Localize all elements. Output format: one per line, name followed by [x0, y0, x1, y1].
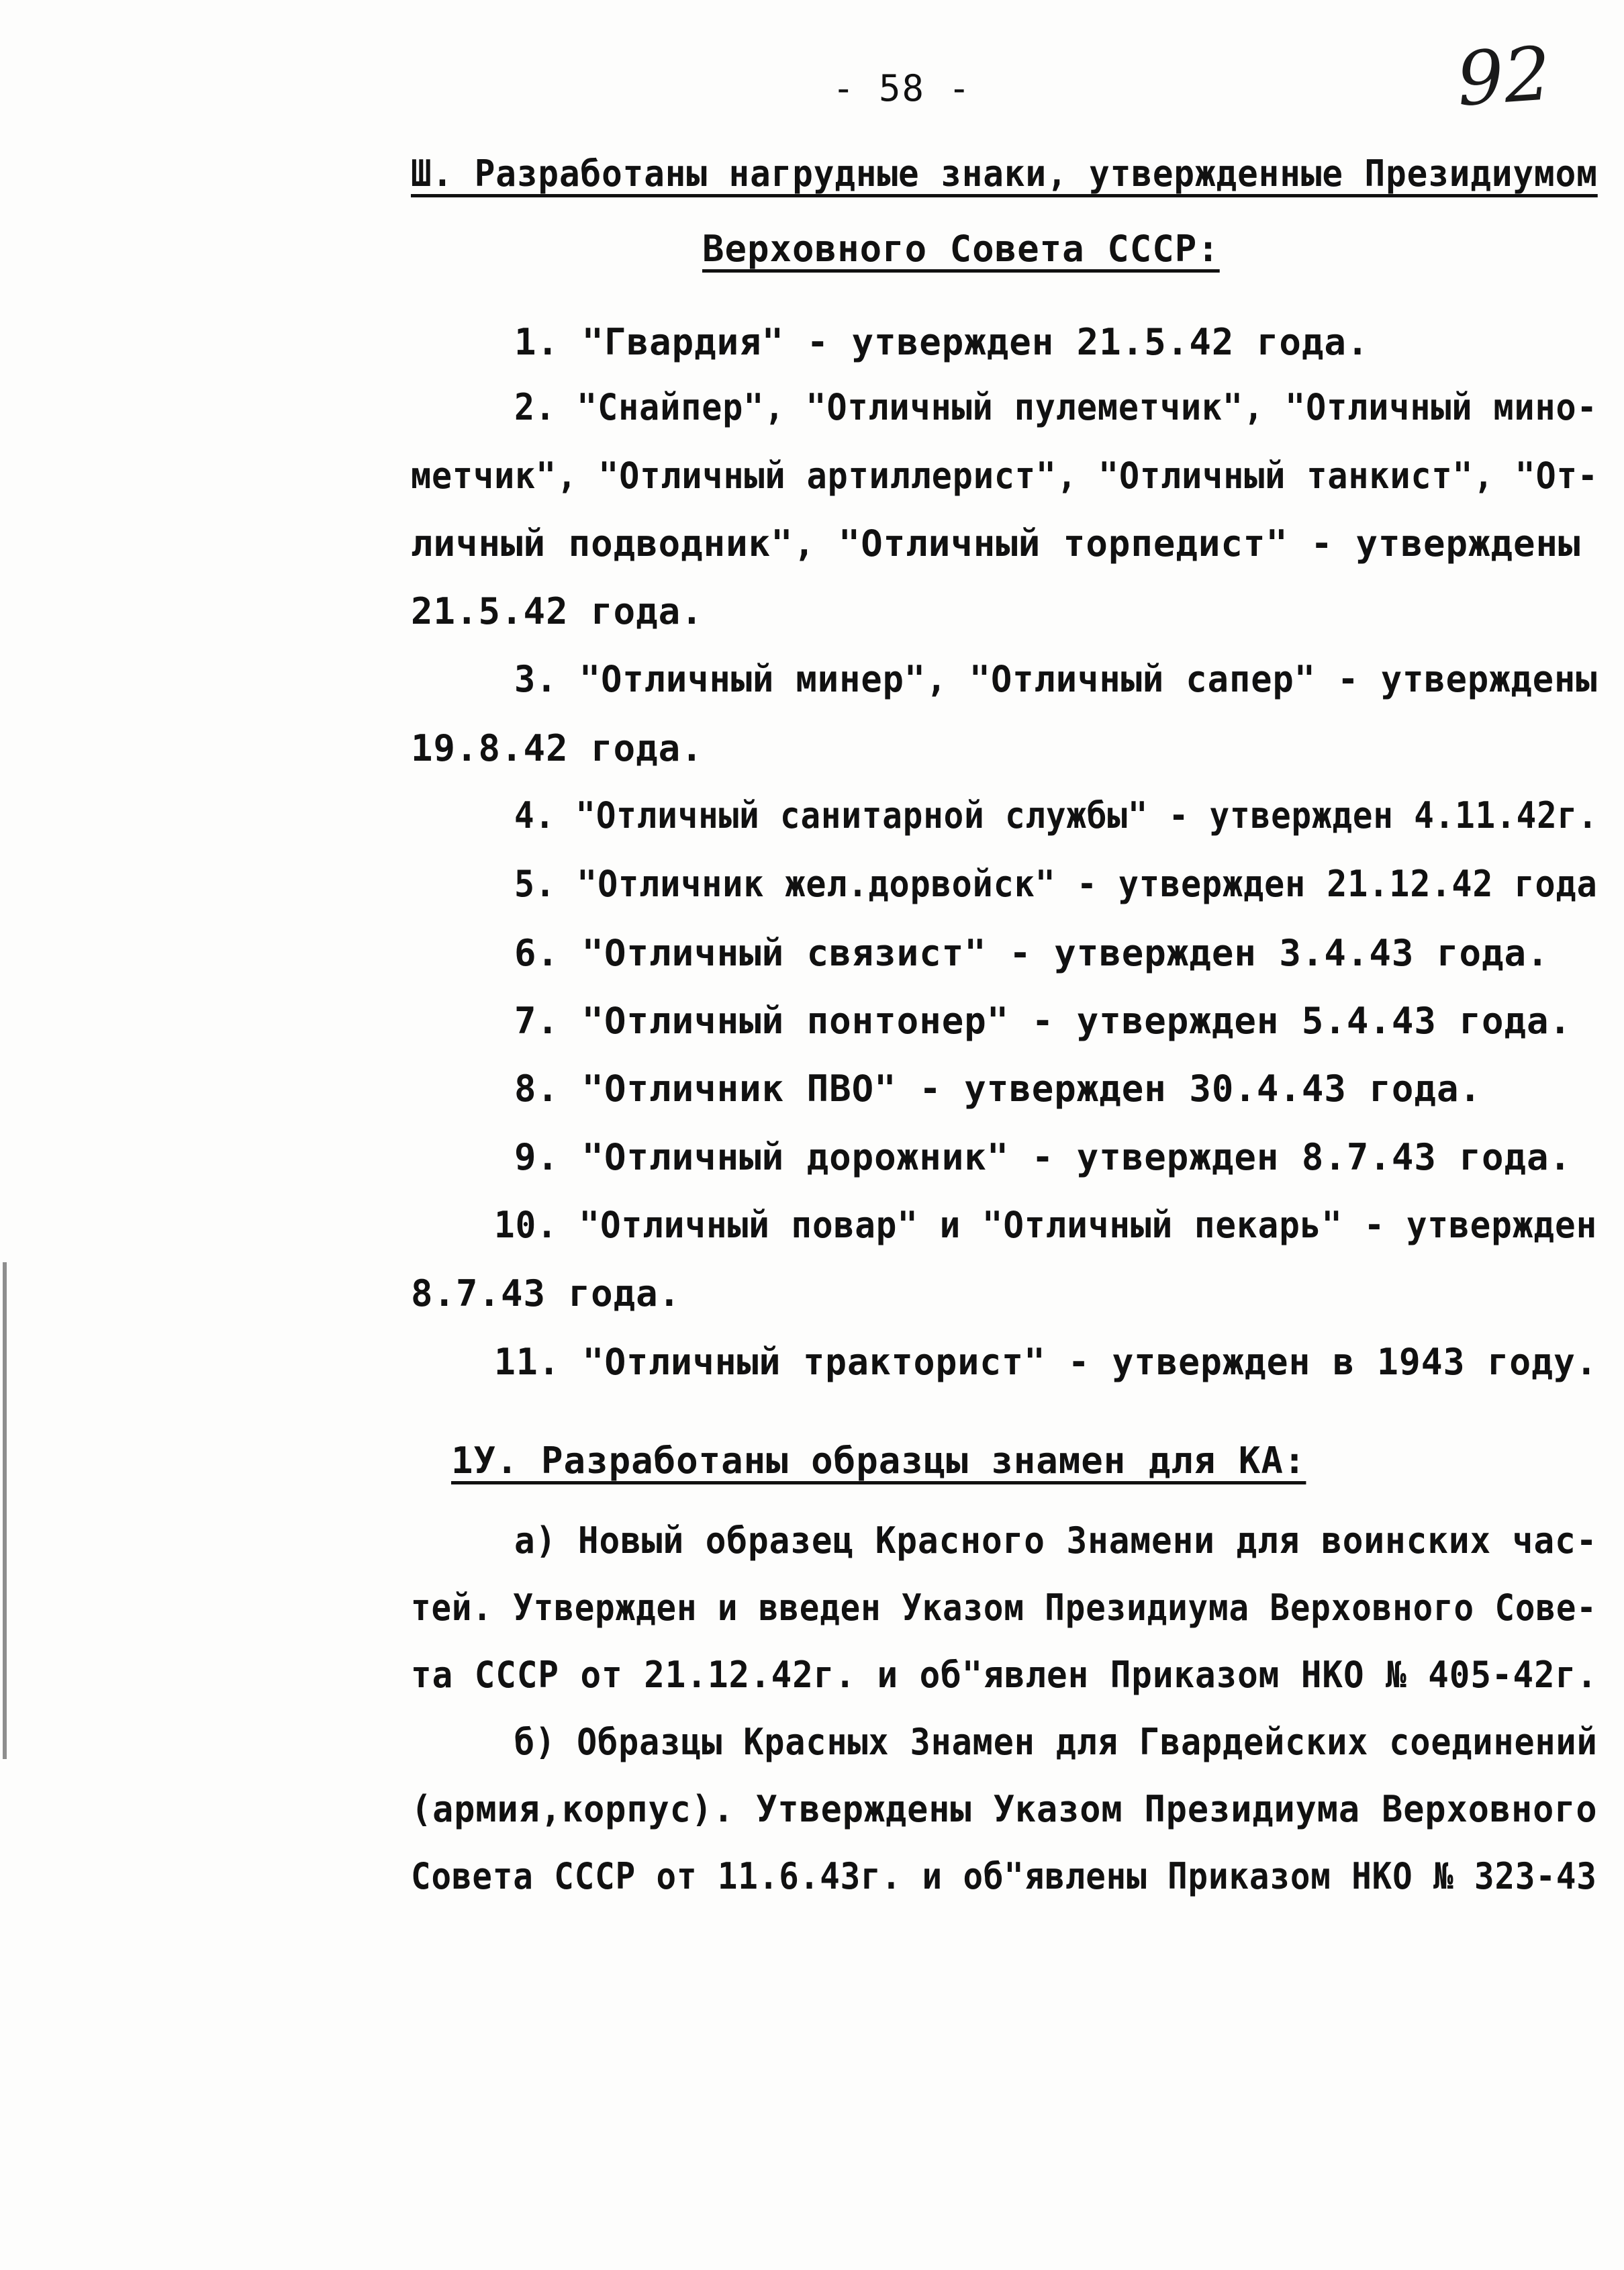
- item-11: 11. "Отличный тракторист" - утвержден в 1943 году.: [494, 1341, 1598, 1383]
- item-2-line-d: 21.5.42 года.: [411, 590, 704, 632]
- item-1: 1. "Гвардия" - утвержден 21.5.42 года.: [514, 321, 1370, 363]
- item-4: 4. "Отличный санитарной службы" - утвержден 4.11.42г.: [514, 794, 1598, 837]
- item-3-line-b: 19.8.42 года.: [411, 727, 704, 769]
- page-number: - 58 -: [832, 67, 972, 109]
- item-a-line-2: тей. Утвержден и введен Указом Президиума Верховного Сове-: [411, 1587, 1597, 1629]
- scan-edge-shadow: [3, 1262, 7, 1759]
- item-2-line-b: метчик", "Отличный артиллерист", "Отличный танкист", "От-: [411, 455, 1598, 497]
- item-3-line-a: 3. "Отличный минер", "Отличный сапер" - утверждены: [514, 658, 1598, 700]
- item-a-line-3: та СССР от 21.12.42г. и об"явлен Приказом НКО № 405-42г.: [411, 1654, 1598, 1696]
- item-6: 6. "Отличный связист" - утвержден 3.4.43 года.: [514, 932, 1549, 974]
- item-2-line-a: 2. "Снайпер", "Отличный пулеметчик", "Отличный мино-: [514, 386, 1598, 428]
- item-10-line-b: 8.7.43 года.: [411, 1272, 681, 1315]
- item-b-line-1: б) Образцы Красных Знамен для Гвардейских соединений: [514, 1721, 1598, 1763]
- item-7: 7. "Отличный понтонер" - утвержден 5.4.43 года.: [514, 1000, 1572, 1042]
- item-5: 5. "Отличник жел.дорвойск" - утвержден 21.12.42 года: [514, 863, 1598, 905]
- item-b-line-2: (армия,корпус). Утверждены Указом Президиума Верховного: [411, 1788, 1598, 1830]
- item-8: 8. "Отличник ПВО" - утвержден 30.4.43 года.: [514, 1068, 1482, 1110]
- section3-heading-line2: Верховного Совета СССР:: [702, 228, 1220, 270]
- item-a-line-1: а) Новый образец Красного Знамени для воинских час-: [514, 1519, 1598, 1562]
- item-2-line-c: личный подводник", "Отличный торпедист" - утверждены: [411, 522, 1581, 565]
- item-9: 9. "Отличный дорожник" - утвержден 8.7.43 года.: [514, 1136, 1572, 1178]
- handwritten-page-number: 92: [1453, 30, 1554, 123]
- item-10-line-a: 10. "Отличный повар" и "Отличный пекарь" - утвержден: [494, 1204, 1598, 1246]
- section3-heading-line1: Ш. Разработаны нагрудные знаки, утвержденные Президиумом: [411, 152, 1598, 195]
- section4-heading: 1У. Разработаны образцы знамен для КА:: [451, 1439, 1306, 1482]
- item-b-line-3: Совета СССР от 11.6.43г. и об"явлены Приказом НКО № 323-43: [411, 1855, 1597, 1897]
